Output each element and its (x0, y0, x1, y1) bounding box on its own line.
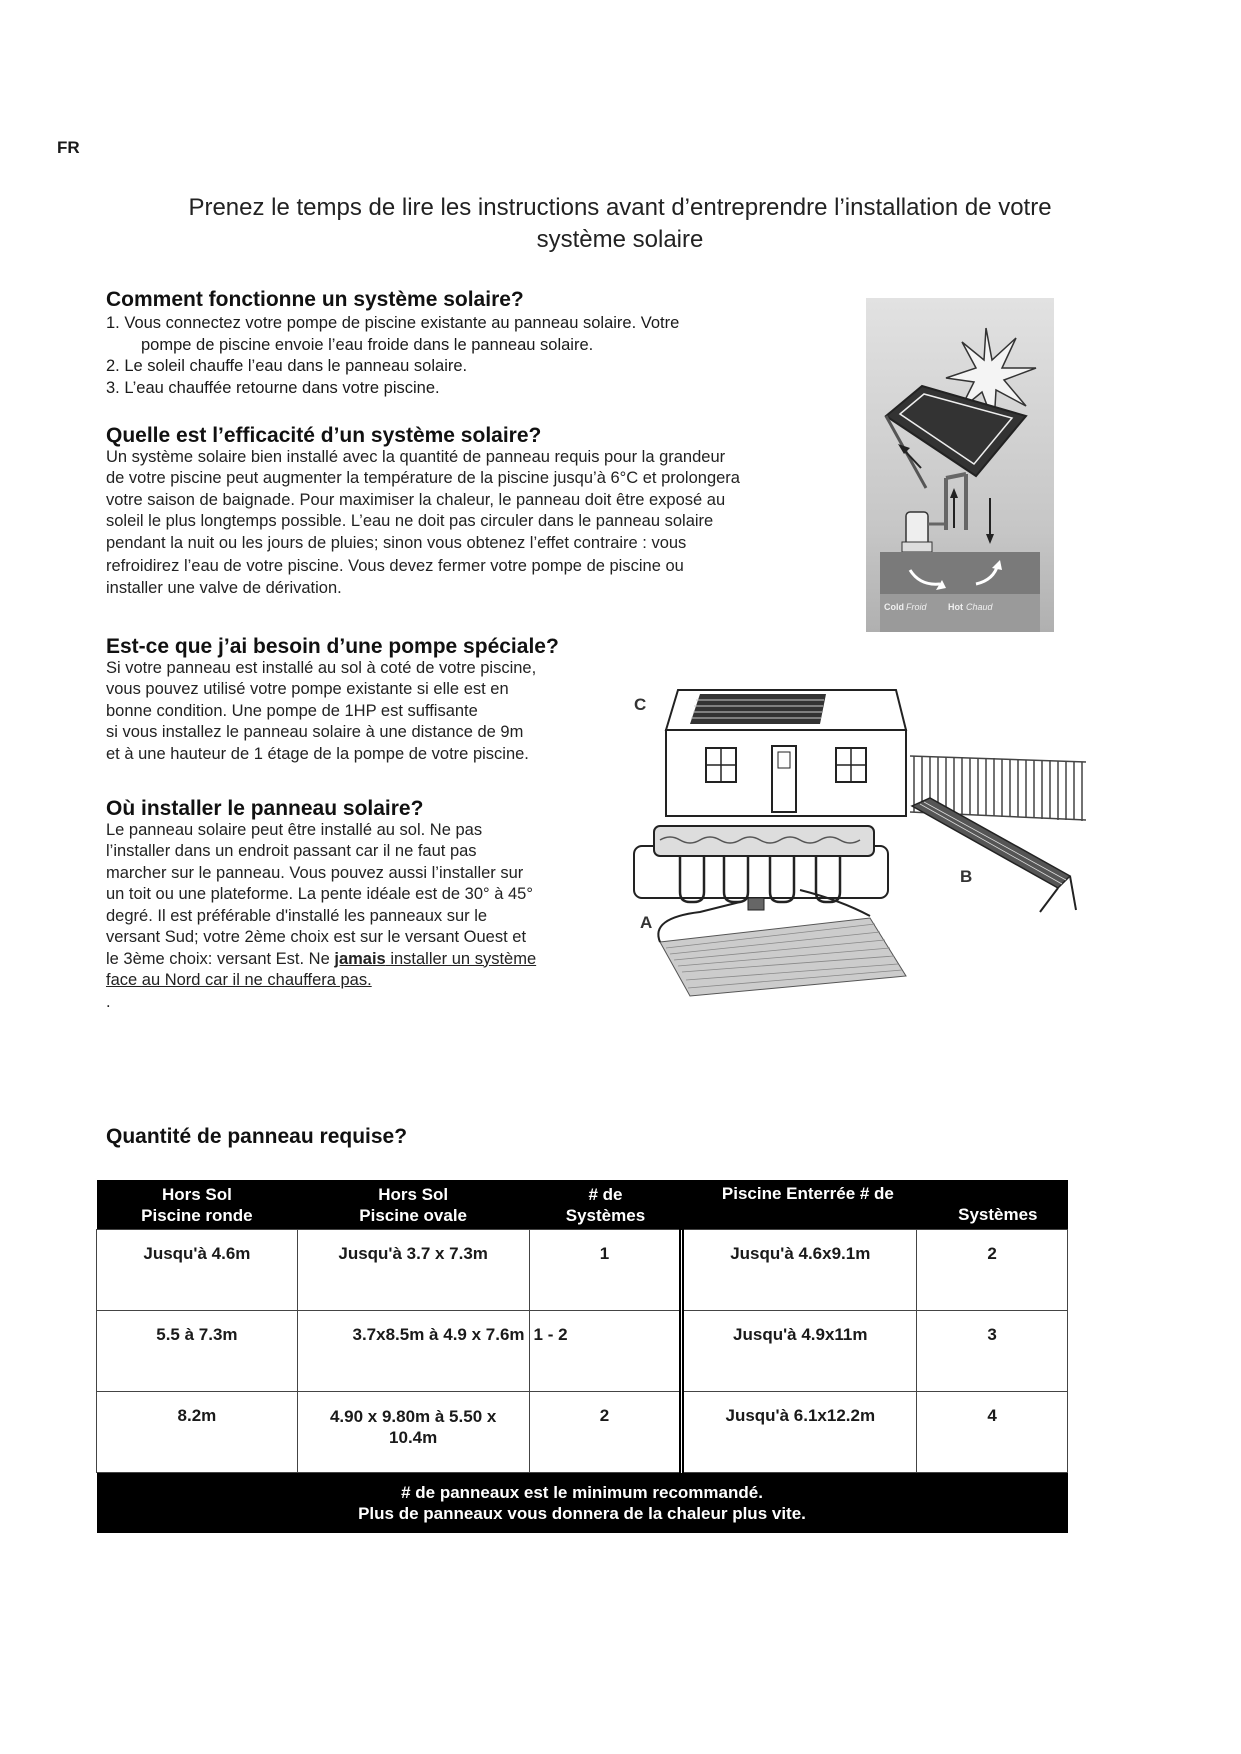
paragraph-line: versant Sud; votre 2ème choix est sur le versant Ouest et (106, 928, 527, 946)
paragraph-line: refroidirez l’eau de votre piscine. Vous devez fermer votre pompe de piscine ou (106, 557, 684, 575)
paragraph-line: soleil le plus longtemps possible. L’eau ne doit pas circuler dans le panneau solaire (106, 512, 714, 530)
pool-icon (634, 826, 888, 902)
table-row: Jusqu'à 4.6m Jusqu'à 3.7 x 7.3m 1 Jusqu'à 4.6x9.1m 2 (97, 1230, 1068, 1311)
header-above-ground-oval: Hors Sol Piscine ovale (297, 1180, 529, 1230)
hot-label: Hot (948, 602, 963, 612)
panel-quantity-table (96, 1180, 1068, 1533)
paragraph-line: marcher sur le panneau. Vous pouvez aussi l’installer sur (106, 863, 524, 882)
section-efficiency-heading: Quelle est l’efficacité d’un système solaire? (106, 424, 542, 447)
installation-diagram (630, 680, 1086, 1010)
hot-fr-label: Chaud (966, 602, 993, 612)
cold-fr-label: Froid (906, 602, 927, 612)
language-code: FR (57, 138, 80, 157)
paragraph-line (106, 949, 626, 971)
paragraph-line: votre saison de baignade. Pour maximiser la chaleur, le panneau doit être exposé au (106, 490, 726, 509)
table-row: 5.5 à 7.3m 3.7x8.5m à 4.9 x 7.6m 1 - 2 Jusqu'à 4.9x11m 3 (97, 1311, 1068, 1392)
section-pump-heading: Est-ce que j’ai besoin d’une pompe spéciale? (106, 635, 559, 658)
table-row: 8.2m 4.90 x 9.80m à 5.50 x 10.4m 2 Jusqu'à 6.1x12.2m 4 (97, 1392, 1068, 1473)
section-quantity-heading: Quantité de panneau requise? (106, 1125, 408, 1148)
page-title (120, 192, 1120, 256)
solar-cycle-diagram (866, 298, 1054, 632)
table-header-row (97, 1180, 1068, 1230)
paragraph-line: degré. Il est préférable d'installé les panneaux sur le (106, 906, 488, 925)
paragraph-line: Le panneau solaire peut être installé au sol. Ne pas (106, 820, 483, 839)
paragraph-line: pendant la nuit ou les jours de pluies; sinon vous obtenez l’effet contraire : vous (106, 533, 687, 552)
paragraph-line: face au Nord car il ne chauffera pas. (106, 971, 372, 989)
paragraph-line: vous pouvez utilisé votre pompe existante si elle est en (106, 680, 509, 698)
table-footer-note: # de panneaux est le minimum recommandé. Plus de panneaux vous donnera de la chaleur plus vite. (97, 1473, 1068, 1534)
section-where (106, 798, 626, 1013)
paragraph-line: bonne condition. Une pompe de 1HP est suffisante (106, 701, 478, 720)
list-item: 2. Le soleil chauffe l’eau dans le panneau solaire. (106, 357, 468, 375)
section-quantity (106, 1125, 407, 1149)
paragraph-line: un toit ou une plateforme. La pente idéale est de 30° à 45° (106, 885, 533, 903)
paragraph-line: installer une valve de dérivation. (106, 578, 342, 597)
paragraph-line: Si votre panneau est installé au sol à coté de votre piscine, (106, 658, 537, 677)
text-span: installer un système (385, 949, 537, 968)
paragraph-line: Un système solaire bien installé avec la quantité de panneau requis pour la grandeur (106, 447, 726, 466)
paragraph-line: l’installer dans un endroit passant car il ne faut pas (106, 842, 477, 860)
section-how-heading: Comment fonctionne un système solaire? (106, 288, 524, 311)
title-line-1: Prenez le temps de lire les instructions avant d’entreprendre l’installation de votre (188, 194, 1052, 221)
section-where-heading: Où installer le panneau solaire? (106, 797, 424, 820)
header-above-ground-round: Hors Sol Piscine ronde (97, 1180, 298, 1230)
list-item: 3. L’eau chauffée retourne dans votre piscine. (106, 378, 440, 397)
section-efficiency (106, 425, 866, 599)
list-item: 1. Vous connectez votre pompe de piscine existante au panneau solaire. Votre (106, 314, 680, 332)
house-icon (666, 690, 906, 816)
section-pump (106, 636, 626, 765)
paragraph-line: de votre piscine peut augmenter la température de la piscine jusqu’à 6°C et prolongera (106, 469, 740, 487)
paragraph-line: et à une hauteur de 1 étage de la pompe de votre piscine. (106, 744, 529, 763)
header-systems-count: # de Systèmes (529, 1180, 682, 1230)
text-span: le 3ème choix: versant Est. Ne (106, 949, 335, 968)
header-inground: Piscine Enterrée # de Systèmes (682, 1180, 1068, 1230)
title-line-2: système solaire (536, 226, 704, 253)
table-footer-row (97, 1473, 1068, 1534)
label-b: B (960, 867, 973, 886)
label-c: C (634, 695, 647, 714)
cold-label: Cold (884, 602, 904, 612)
paragraph-dot: . (106, 992, 111, 1011)
label-a: A (640, 913, 653, 932)
section-how (106, 288, 826, 399)
list-item: pompe de piscine envoie l’eau froide dans le panneau solaire. (141, 335, 594, 354)
paragraph-line: si vous installez le panneau solaire à une distance de 9m (106, 723, 524, 741)
pool-icon (880, 552, 1040, 632)
emphasis-never: jamais (334, 949, 386, 968)
solar-panel-ground-icon (658, 890, 906, 996)
